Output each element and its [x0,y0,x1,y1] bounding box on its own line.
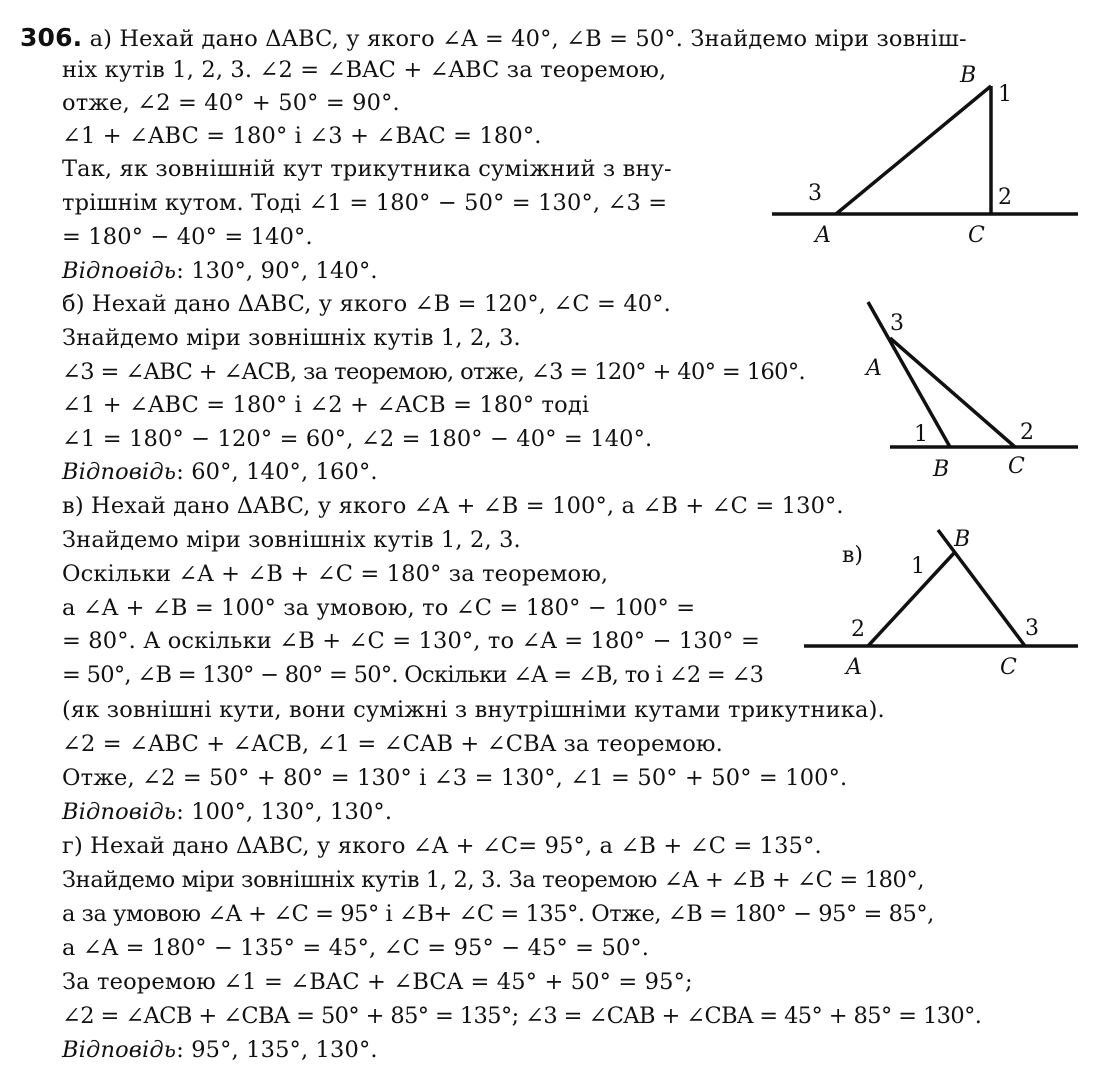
problem-d-line-5: За теоремою ∠1 = ∠BAC + ∠BCA = 45° + 50° = 95°; [62,969,693,995]
figure-a-label-1: 1 [998,82,1012,107]
figure-a-label-2: 2 [998,185,1012,210]
answer-value: : 130°, 90°, 140°. [176,258,378,284]
problem-c-line-9: Отже, ∠2 = 50° + 80° = 130° і ∠3 = 130°, ∠1 = 50° + 50° = 100°. [62,765,848,791]
figure-b-label-b: B [933,457,950,482]
figure-b-label-3: 3 [890,311,904,336]
problem-c-line-1: в) Нехай дано ΔABC, у якого ∠A + ∠B = 100°, а ∠B + ∠C = 130°. [62,493,844,519]
answer-value: : 100°, 130°, 130°. [176,799,393,825]
answer-label: Відповідь [62,1037,177,1063]
problem-a-line-4: ∠1 + ∠ABC = 180° і ∠3 + ∠BAC = 180°. [62,123,542,149]
figure-c-label-a: A [846,655,862,680]
figure-c-tag: в) [842,543,863,568]
problem-c-line-7: (як зовнішні кути, вони суміжні з внутрішніми кутами трикутника). [62,697,885,723]
problem-d-line-2: Знайдемо міри зовнішніх кутів 1, 2, 3. За теоремою ∠A + ∠B + ∠C = 180°, [62,867,925,893]
figure-a-label-a: A [815,223,831,248]
problem-b-line-3: ∠3 = ∠ABC + ∠ACB, за теоремою, отже, ∠3 = 120° + 40° = 160°. [62,359,806,385]
answer-value: : 60°, 140°, 160°. [176,459,378,485]
problem-c-line-3: Оскільки ∠A + ∠B + ∠C = 180° за теоремою, [62,561,609,587]
problem-number: 306. [20,23,83,52]
problem-a-line-7: = 180° − 40° = 140°. [62,224,313,250]
answer-label: Відповідь [62,799,177,825]
figure-b-label-1: 1 [914,422,928,447]
answer-label: Відповідь [62,459,177,485]
problem-b-line-1: б) Нехай дано ΔABC, у якого ∠B = 120°, ∠C = 40°. [62,291,671,317]
problem-b-line-5: ∠1 = 180° − 120° = 60°, ∠2 = 180° − 40° = 140°. [62,426,653,452]
problem-a-line-5: Так, як зовнішній кут трикутника суміжний з вну- [62,156,672,182]
figure-c-side-bc [938,530,1025,646]
figure-a-label-c: C [968,223,985,248]
problem-c-line-2: Знайдемо міри зовнішніх кутів 1, 2, 3. [62,527,521,553]
figure-b-label-2: 2 [1020,420,1034,445]
figure-c-label-3: 3 [1025,616,1039,641]
answer-label: Відповідь [62,258,177,284]
problem-a-line-2: ніх кутів 1, 2, 3. ∠2 = ∠BAC + ∠ABC за теоремою, [62,57,667,83]
problem-c-line-4: а ∠A + ∠B = 100° за умовою, то ∠C = 180° − 100° = [62,595,696,621]
answer-value: : 95°, 135°, 130°. [176,1037,378,1063]
problem-c-line-6: = 50°, ∠B = 130° − 80° = 50°. Оскільки ∠A = ∠B, то і ∠2 = ∠3 [62,662,764,688]
figure-c-label-2: 2 [851,617,865,642]
figure-a-label-3: 3 [808,181,822,206]
problem-a-line-3: отже, ∠2 = 40° + 50° = 90°. [62,90,400,116]
figure-c-label-c: C [1000,655,1017,680]
problem-d-line-3: а за умовою ∠A + ∠C = 95° і ∠B+ ∠C = 135°. Отже, ∠B = 180° − 95° = 85°, [62,901,934,927]
problem-c-line-5: = 80°. А оскільки ∠B + ∠C = 130°, то ∠A = 180° − 130° = [62,628,761,654]
problem-d-line-4: а ∠A = 180° − 135° = 45°, ∠C = 95° − 45° = 50°. [62,935,650,961]
figure-b-label-c: C [1008,454,1025,479]
problem-b-line-4: ∠1 + ∠ABC = 180° і ∠2 + ∠ACB = 180° тоді [62,392,590,418]
problem-d-line-6: ∠2 = ∠ACB + ∠CBA = 50° + 85° = 135°; ∠3 = ∠CAB + ∠CBA = 45° + 85° = 130°. [62,1003,982,1029]
figure-a-label-b: B [960,63,977,88]
text-line: а) Нехай дано ΔABC, у якого ∠A = 40°, ∠B = 50°. Знайдемо міри зовніш- [82,26,967,52]
figure-b-label-a: A [866,356,882,381]
problem-c-line-8: ∠2 = ∠ABC + ∠ACB, ∠1 = ∠CAB + ∠CBA за теоремою. [62,731,723,757]
problem-b-line-2: Знайдемо міри зовнішніх кутів 1, 2, 3. [62,325,521,351]
figure-c-label-1: 1 [911,554,925,579]
problem-d-line-1: г) Нехай дано ΔABC, у якого ∠A + ∠C= 95°, а ∠B + ∠C = 135°. [62,833,822,859]
problem-a-line-6: трішнім кутом. Тоді ∠1 = 180° − 50° = 130°, ∠3 = [62,190,668,216]
figure-c-label-b: B [954,527,971,552]
